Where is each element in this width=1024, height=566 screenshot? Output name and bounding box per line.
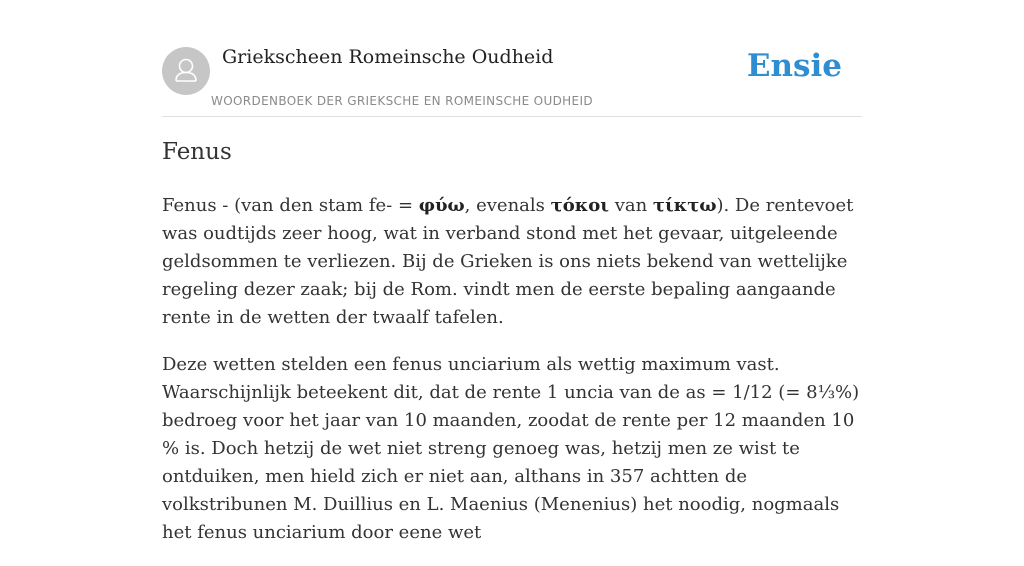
- entry-paragraph-1: [162, 192, 862, 332]
- greek-term: φύω: [418, 195, 465, 216]
- paragraph-text: van: [608, 195, 653, 216]
- greek-term: τίκτω: [652, 195, 717, 216]
- entry-paragraph-2: Deze wetten stelden een fenus unciarium als wettig maximum vast. Waarschijnlijk beteekent dit, dat de rente 1 uncia van de as = 1/12 (= 8⅓%) bedroeg voor het jaar van 10 maanden, zoodat de rente per 12 maanden 10 % is. Doch hetzij de wet niet streng genoeg was, hetzij men ze wist te ontduiken, men hield zich er niet aan, althans in 357 achtten de volkstribunen M. Duillius en L. Maenius (Menenius) het noodig, nogmaals het fenus unciarium door eene wet: [162, 354, 860, 543]
- user-silhouette-icon: [162, 47, 210, 95]
- paragraph-text: ). De rentevoet was oudtijds zeer hoog, wat in verband stond met het gevaar, uitgeleende geldsommen te verliezen. Bij de Grieken is ons niets bekend van wettelijke regeling dezer zaak; bij de Rom. vindt men de eerste bepaling aangaande rente in de wetten der twaalf tafelen.: [162, 195, 854, 328]
- ensie-logo[interactable]: Ensie: [746, 48, 842, 84]
- paragraph-text: , evenals: [464, 195, 551, 216]
- paragraph-text: Fenus - (van den stam fe- =: [162, 195, 419, 216]
- greek-term: τόκοι: [550, 195, 609, 216]
- entry-title: Fenus: [162, 139, 232, 165]
- source-header: [162, 46, 862, 117]
- source-title-link[interactable]: Griekscheen Romeinsche Oudheid: [222, 46, 554, 68]
- entry-content: [162, 192, 862, 566]
- source-avatar[interactable]: [162, 47, 210, 95]
- source-subtitle: WOORDENBOEK DER GRIEKSCHE EN ROMEINSCHE OUDHEID: [211, 94, 593, 108]
